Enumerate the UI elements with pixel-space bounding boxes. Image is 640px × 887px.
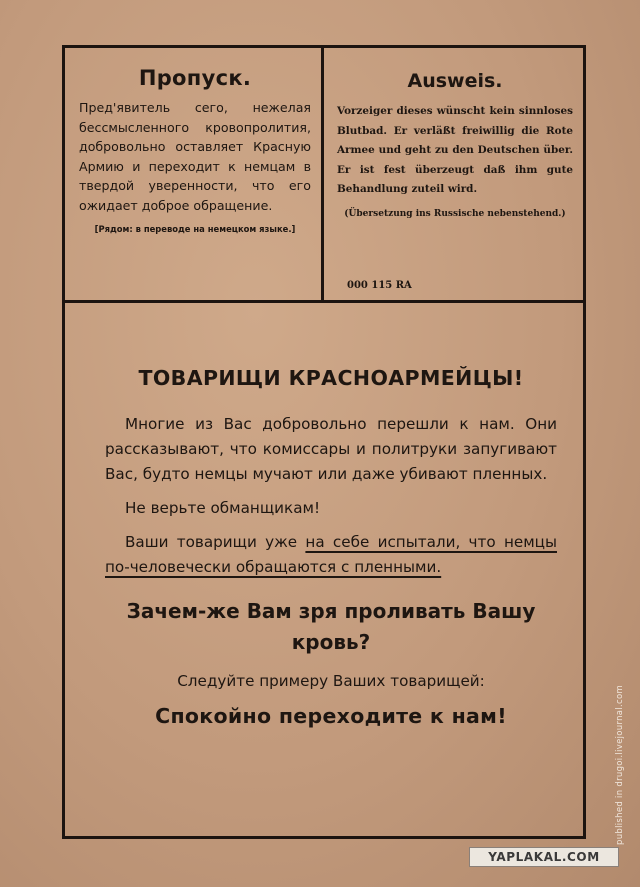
leaflet-frame: [62, 45, 586, 839]
pass-de-text: Vorzeiger dieses wünscht kein sinnloses Blutbad. Er verläßt freiwillig die Rote Armee und geht zu den Deutschen über. Er ist fest überzeugt daß ihm gute Behandlung zuteil wird.: [337, 105, 573, 196]
question: Зачем-же Вам зря проливать Вашу кровь?: [126, 599, 536, 654]
pass-de-panel: [337, 70, 573, 221]
leaflet-body: [105, 366, 557, 728]
pass-ru-title: Пропуск.: [138, 66, 252, 90]
pass-de-title: Ausweis.: [407, 70, 503, 92]
serial-number: 000 115 RA: [347, 280, 412, 291]
watermark-badge[interactable]: YAPLAKAL.COM: [469, 847, 619, 867]
pass-ru-text: Пред'явитель сего, нежелая бессмысленного кровопролития, добровольно оставляет Красную Армию и переходит к немцам в твердой уверенности, что его ожидает доброе обращение.: [79, 100, 311, 213]
call-to-action: Спокойно переходите к нам!: [155, 704, 507, 728]
headline: ТОВАРИЩИ КРАСНОАРМЕЙЦЫ!: [138, 366, 524, 390]
pass-ru-panel: [79, 66, 311, 234]
pass-divider: [321, 48, 324, 303]
follow-line: Следуйте примеру Ваших товарищей:: [177, 672, 485, 690]
paragraph-3-start: Ваши товарищи уже: [125, 533, 306, 551]
paragraph-2: Не верьте обманщикам!: [125, 499, 321, 517]
paragraph-3-underlined: на себе испытали, что немцы по-человечески обращаются с пленными.: [105, 533, 557, 576]
paragraph-3: [105, 530, 557, 580]
pass-ru-note: [Рядом: в переводе на немецком языке.]: [94, 223, 296, 234]
side-credit: published in drugoi.livejournal.com: [615, 684, 625, 845]
paragraph-1: Многие из Вас добровольно перешли к нам. Они рассказывают, что комиссары и политруки запугивают Вас, будто немцы мучают или даже убивают пленных.: [105, 415, 557, 483]
pass-de-note: (Übersetzung ins Russische nebenstehend.): [344, 208, 566, 219]
pass-header-row: [65, 48, 583, 303]
